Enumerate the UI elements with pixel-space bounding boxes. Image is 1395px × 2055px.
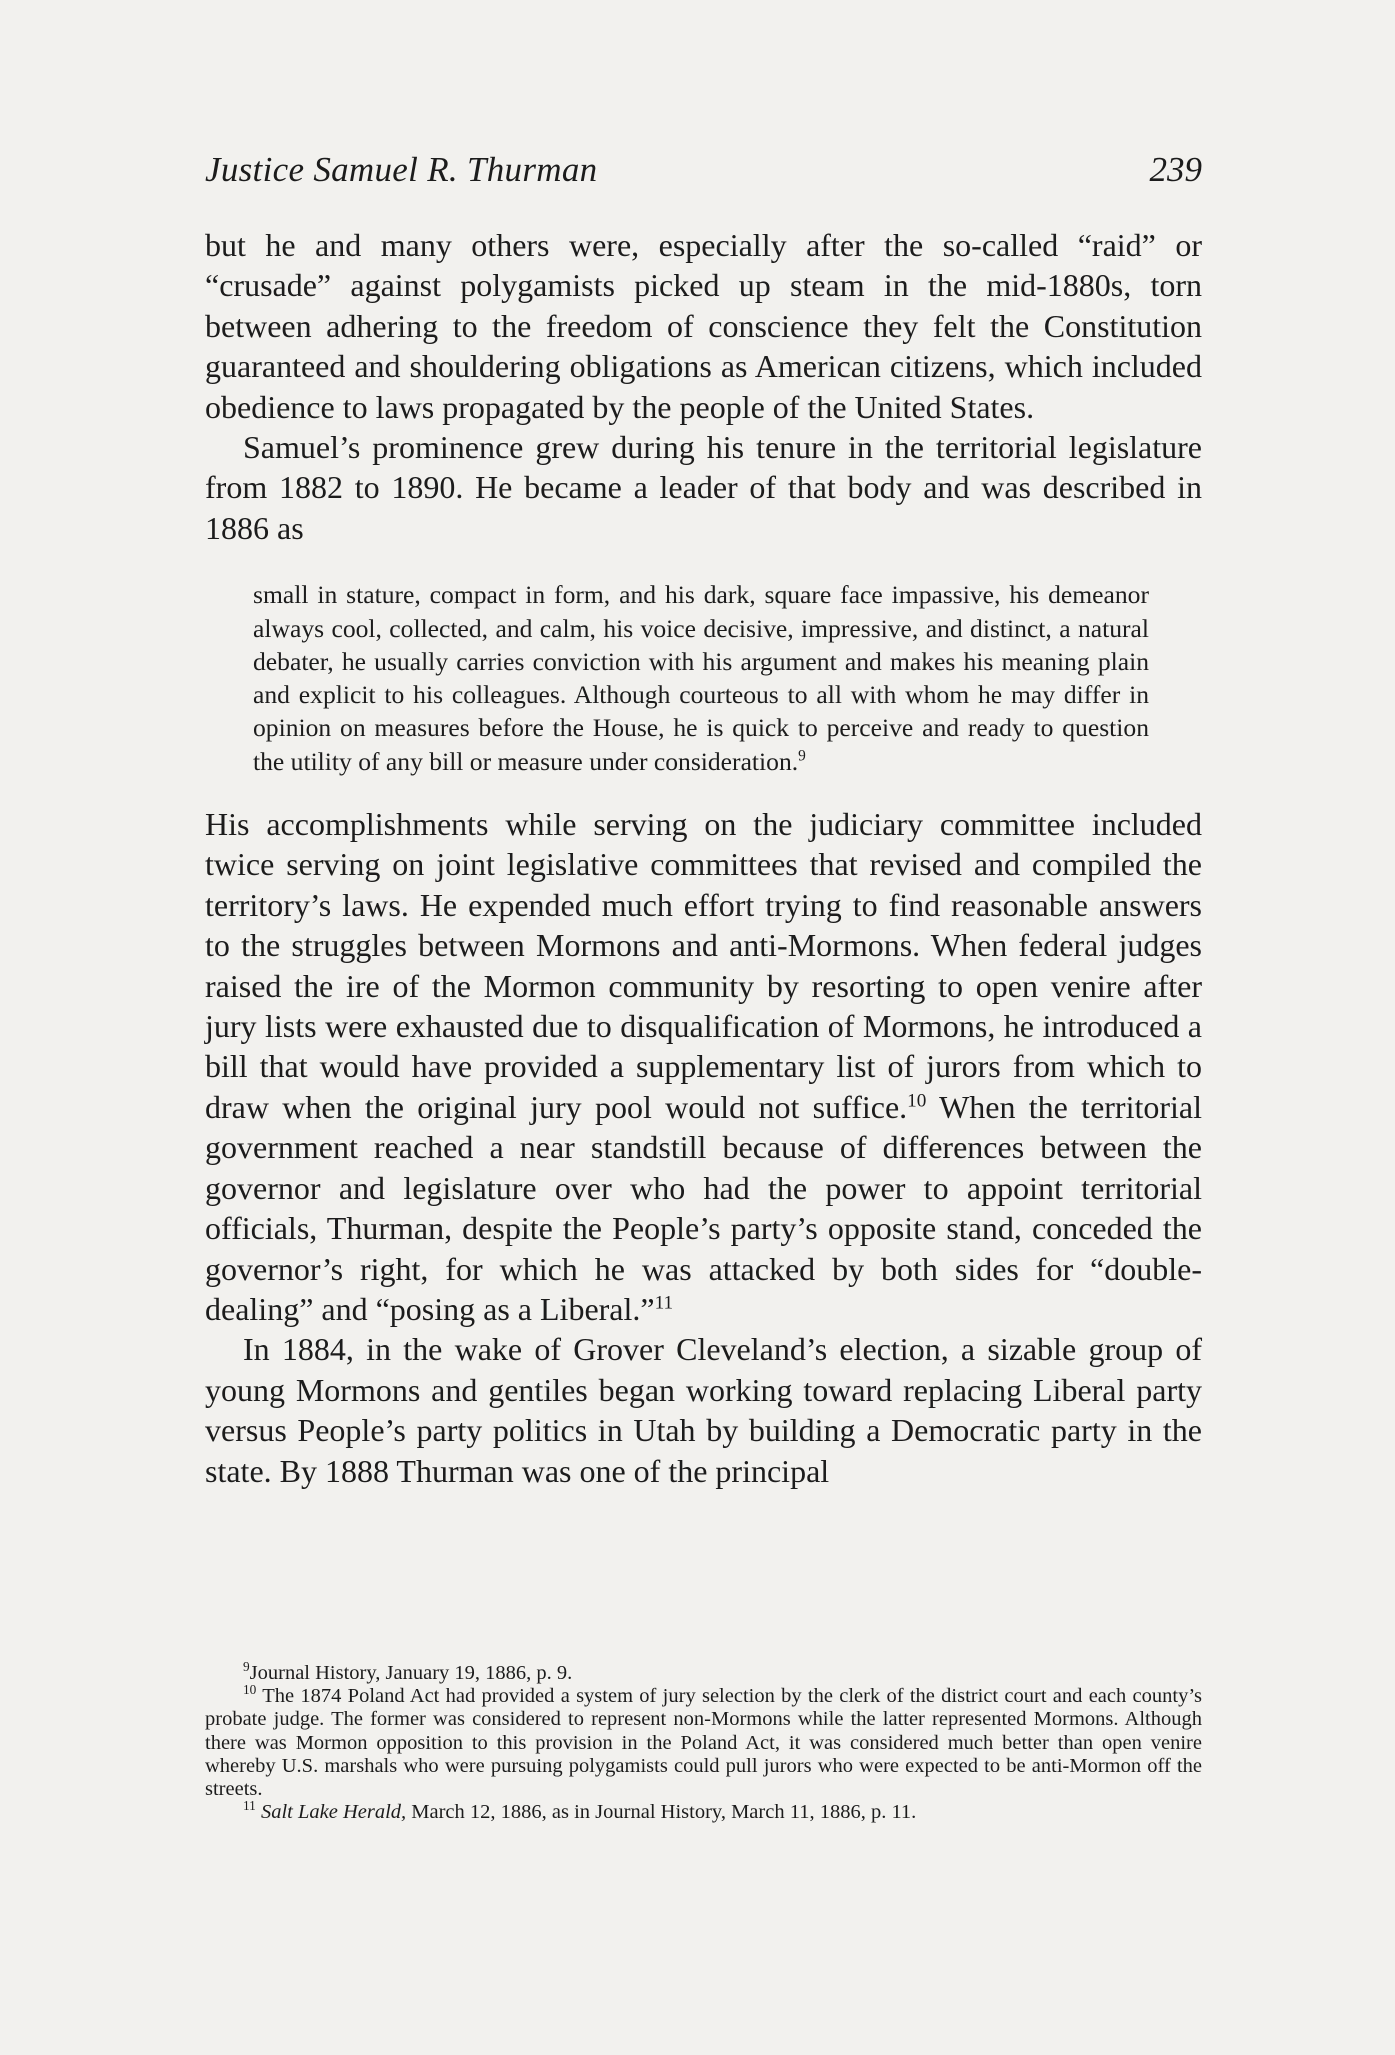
paragraph-accomplishments-text-b: When the territorial government reached a near standstill because of differences between the governor and legislature over who had the power to appoint territorial officials, Thurman, despite the People’s party’s opposite stand, conceded the governor’s right, for which he was attacked by both sides for “double-dealing” and “posing as a Liberal.” (205, 1088, 1203, 1327)
block-quote-body (253, 578, 1149, 778)
footnote-ref-10: 10 (907, 1090, 927, 1112)
block-quote-text: small in stature, compact in form, and his dark, square face impassive, his demeanor always cool, collected, and calm, his voice decisive, impressive, and distinct, a natural debater, he usually carries conviction with his argument and makes his meaning plain and explicit to his colleagues. Although courteous to all with whom he may differ in opinion on measures before the House, he is quick to perceive and ready to question the utility of any bill or measure under consideration. (253, 580, 1149, 776)
footnote-number: 9 (243, 1659, 250, 1675)
footnote-ref-11: 11 (654, 1292, 674, 1314)
page-number: 239 (1149, 150, 1202, 189)
paragraph-prominence: Samuel’s prominence grew during his tenure in the territorial legislature from 1882 to 1890. He became a leader of that body and was described in 1886 as (205, 429, 1202, 546)
footnotes (205, 1659, 1202, 1824)
footnote-ref-9: 9 (798, 747, 806, 765)
running-head (205, 150, 1202, 210)
footnote-11 (205, 1798, 1202, 1824)
footnote-source-title: Salt Lake Herald, (260, 1801, 407, 1824)
footnote-text: Journal History, January 19, 1886, p. 9. (249, 1662, 573, 1684)
paragraph-accomplishments-text-a: His accomplishments while serving on the judiciary committee included twice serving on joint legislative committees that revised and compiled the territory’s laws. He expended much effort trying to find reasonable answers to the struggles between Mormons and anti-Mormons. When federal judges raised the ire of the Mormon community by resorting to open venire after jury lists were exhausted due to disqualification of Mormons, he introduced a bill that would have provided a supplementary list of jurors from which to draw when the original jury pool would not suffice. (205, 806, 1202, 1125)
footnote-number: 11 (243, 1798, 256, 1814)
footnote-text: The 1874 Poland Act had provided a system of jury selection by the clerk of the district court and each county’s probate judge. The former was considered to represent non-Mormons while the latter represented Mormons. Although there was Mormon opposition to this provision in the Poland Act, it was considered much better than open venire whereby U.S. marshals who were pursuing polygamists could pull jurors who were expected to be anti-Mormon off the streets. (205, 1685, 1202, 1801)
footnote-number: 10 (243, 1682, 257, 1698)
body-text (205, 225, 1202, 1491)
running-title: Justice Samuel R. Thurman (205, 150, 598, 189)
paragraph-accomplishments (205, 804, 1202, 1329)
paragraph-continued: but he and many others were, especially after the so-called “raid” or “crusade” against polygamists picked up steam in the mid-1880s, torn between adhering to the freedom of conscience they felt the Constitution guaranteed and shouldering obligations as American citizens, which included obedience to laws propagated by the people of the United States. (205, 227, 1202, 425)
footnote-10 (205, 1682, 1202, 1801)
footnote-9 (205, 1659, 1202, 1685)
block-quote (205, 578, 1202, 778)
footnote-text: March 12, 1886, as in Journal History, March 11, 1886, p. 11. (406, 1801, 917, 1824)
paragraph-democratic-party: In 1884, in the wake of Grover Cleveland’s election, a sizable group of young Mormons and gentiles began working toward replacing Liberal party versus People’s party politics in Utah by building a Democratic party in the state. By 1888 Thurman was one of the principal (205, 1331, 1202, 1489)
